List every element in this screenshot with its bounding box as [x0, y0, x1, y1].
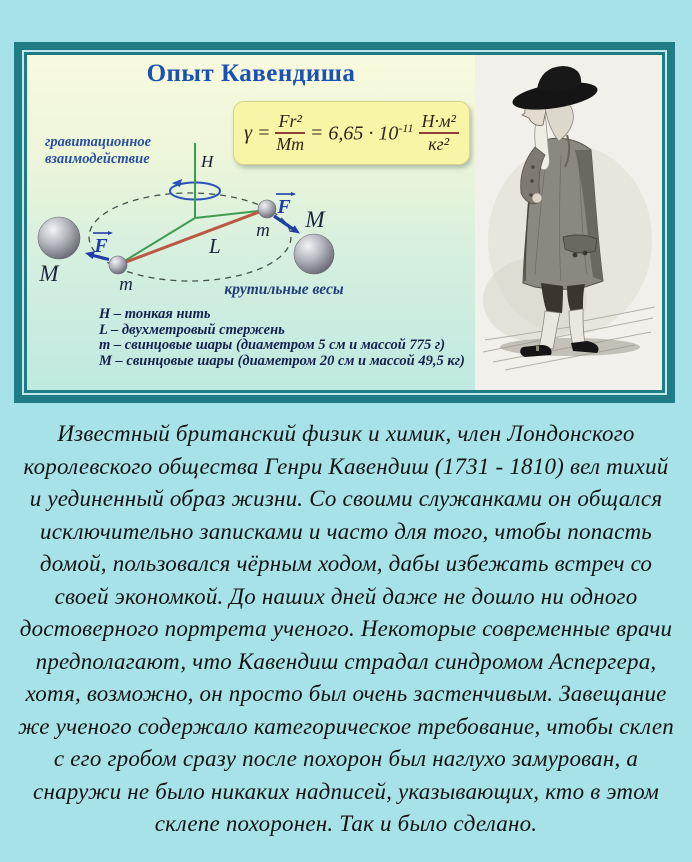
small-sphere-right — [258, 200, 276, 218]
text-line: домой, пользовался чёрным ходом, дабы избежать встреч со — [39, 551, 653, 576]
m-small-label-left: m — [119, 274, 133, 295]
formula-gamma: γ — [244, 121, 252, 144]
torsion-caption: крутильные весы — [224, 281, 344, 298]
large-sphere-left — [38, 217, 80, 259]
small-sphere-left — [109, 256, 127, 274]
text-line: снаружи не было никаких надписей, указывающих, кто в этом — [33, 778, 659, 804]
text-line: и уединенный образ жизни. Со своими служанками он общался — [29, 486, 663, 511]
force-label-left — [93, 231, 113, 257]
legend-line: m – свинцовые шары (диаметром 5 см и массой 775 г) — [99, 337, 446, 354]
text-line: же ученого содержало категорическое требование, чтобы склеп — [18, 713, 674, 739]
svg-text:F: F — [94, 235, 108, 257]
biography-text — [8, 418, 684, 841]
formula-constant: $6,65 \cdot 10^{-11}$ — [328, 120, 414, 145]
main-frame — [14, 42, 675, 403]
text-line: исключительно записками и часто для того, чтобы попасть — [40, 518, 652, 544]
diagram-legend — [99, 307, 465, 369]
rod-line — [118, 209, 267, 265]
formula-fraction-1: $\frac{\text{Fr²}}{Mm}$ — [276, 111, 305, 154]
text-line: Известный британский физик и химик, член Лондонского — [57, 421, 635, 446]
formula-eq2: = — [309, 121, 324, 144]
portrait-hand — [532, 193, 542, 203]
large-sphere-right — [294, 234, 334, 274]
grav-caption-line1: гравитационное — [45, 134, 152, 150]
h-label: H — [201, 152, 214, 171]
text-line: предполагают, что Кавендиш страдал синдромом Аспергера, — [35, 648, 657, 674]
text-line: хотя, возможно, он просто был очень застенчивым. Завещание — [25, 681, 667, 706]
pocket-button — [583, 251, 588, 256]
text-line: склепе похоронен. Так и было сделано. — [154, 811, 538, 836]
m-small-label-right: m — [256, 220, 270, 241]
page-title: Опыт Кавендиша — [146, 60, 356, 87]
frame-inner — [24, 52, 665, 393]
text-line: достоверного портрета ученого. Некоторые современные врачи — [19, 616, 673, 641]
text-line: с его гробом сразу после похорон был наглухо замурован, а — [53, 746, 639, 771]
force-label-right — [276, 192, 296, 218]
portrait-panel — [475, 55, 662, 390]
gravitational-constant-formula — [233, 101, 470, 165]
text-line: своей экономкой. До наших дней даже не дошло ни одного — [54, 583, 638, 609]
formula-fraction-units: $\frac{\text{Н·м²}}{\text{кг²}}$ — [419, 112, 459, 154]
pocket-button — [573, 253, 578, 258]
m-large-label-right: M — [305, 207, 325, 232]
m-large-label-left: M — [39, 261, 59, 286]
experiment-panel — [27, 55, 475, 390]
grav-caption-line2: взаимодействие — [45, 151, 150, 167]
legend-line: M – свинцовые шары (диаметром 20 см и массой 49,5 кг) — [99, 352, 465, 369]
text-line: королевского общества Генри Кавендиш (1731 - 1810) вел тихий — [23, 453, 669, 479]
cavendish-portrait — [475, 55, 662, 390]
formula-eq1: = — [256, 121, 271, 144]
legend-line: L – двухметровый стержень — [99, 321, 285, 338]
pocket-flap — [563, 235, 597, 253]
legend-line: H – тонкая нить — [99, 306, 211, 322]
svg-text:F: F — [277, 196, 291, 218]
shoe-buckle — [536, 346, 539, 351]
l-label: L — [209, 234, 221, 258]
force-arrow-right — [274, 216, 300, 234]
